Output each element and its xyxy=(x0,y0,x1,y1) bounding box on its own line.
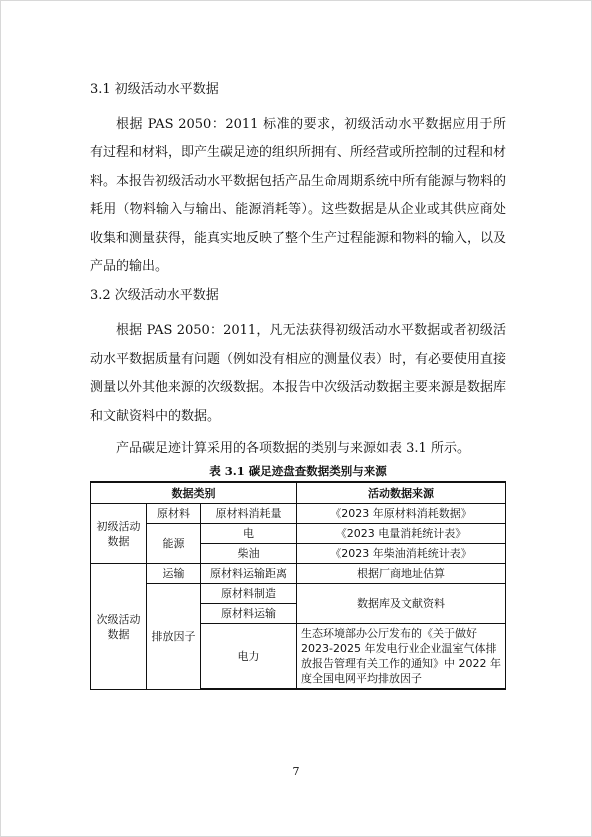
data-source-table xyxy=(90,481,506,690)
table-row xyxy=(91,504,506,524)
cell-database-source: 数据库及文献资料 xyxy=(297,584,506,624)
table-row xyxy=(91,584,506,604)
page-number: 7 xyxy=(292,765,300,778)
cell-raw-material: 原材料 xyxy=(147,504,201,524)
paragraph-secondary-data: 根据 PAS 2050：2011，凡无法获得初级活动水平数据或者初级活动水平数据质量有问题（例如没有相应的测量仪表）时，有必要使用直接测量以外其他来源的次级数据。本报告中次级活动数据主要来源是数据库和文献资料中的数据。 xyxy=(90,323,507,424)
table-row xyxy=(91,564,506,584)
cell-diesel: 柴油 xyxy=(201,544,297,564)
cell-electric-power-source: 生态环境部办公厅发布的《关于做好 2023-2025 年发电行业企业温室气体排放报告管理有关工作的通知》中 2022 年度全国电网平均排放因子 xyxy=(297,624,506,690)
cell-transport: 运输 xyxy=(147,564,201,584)
cell-raw-material-transport: 原材料运输 xyxy=(201,604,297,624)
cell-secondary-data: 次级活动数据 xyxy=(91,564,147,690)
table-caption: 表 3.1 碳足迹盘查数据类别与来源 xyxy=(209,464,387,479)
cell-emission-factor: 排放因子 xyxy=(147,584,201,690)
cell-electricity: 电 xyxy=(201,524,297,544)
table-header-row xyxy=(91,482,506,504)
paragraph-primary-data: 根据 PAS 2050：2011 标准的要求，初级活动水平数据应用于所有过程和材料，即产生碳足迹的组织所拥有、所经营或所控制的过程和材料。本报告初级活动水平数据包括产品生命周期系统中所有能源与物料的耗用（物料输入与输出、能源消耗等）。这些数据是从企业或其供应商处收集和测量获得，能真实地反映了整个生产过程能源和物料的输入，以及产品的输出。 xyxy=(90,117,507,275)
cell-transport-distance: 原材料运输距离 xyxy=(201,564,297,584)
table-row xyxy=(91,524,506,544)
cell-raw-material-source: 《2023 年原材料消耗数据》 xyxy=(297,504,506,524)
header-data-category: 数据类别 xyxy=(91,482,297,504)
cell-energy: 能源 xyxy=(147,524,201,564)
cell-diesel-source: 《2023 年柴油消耗统计表》 xyxy=(297,544,506,564)
header-data-source: 活动数据来源 xyxy=(297,482,506,504)
cell-electric-power: 电力 xyxy=(201,624,297,690)
cell-transport-source: 根据厂商地址估算 xyxy=(297,564,506,584)
cell-raw-material-manufacturing: 原材料制造 xyxy=(201,584,297,604)
section-heading-3-1: 3.1 初级活动水平数据 xyxy=(90,82,219,97)
cell-raw-material-consumption: 原材料消耗量 xyxy=(201,504,297,524)
cell-primary-data: 初级活动数据 xyxy=(91,504,147,564)
section-heading-3-2: 3.2 次级活动水平数据 xyxy=(90,288,219,304)
cell-electricity-source: 《2023 电量消耗统计表》 xyxy=(297,524,506,544)
paragraph-table-intro: 产品碳足迹计算采用的各项数据的类别与来源如表 3.1 所示。 xyxy=(116,441,470,457)
page-content xyxy=(90,79,506,690)
